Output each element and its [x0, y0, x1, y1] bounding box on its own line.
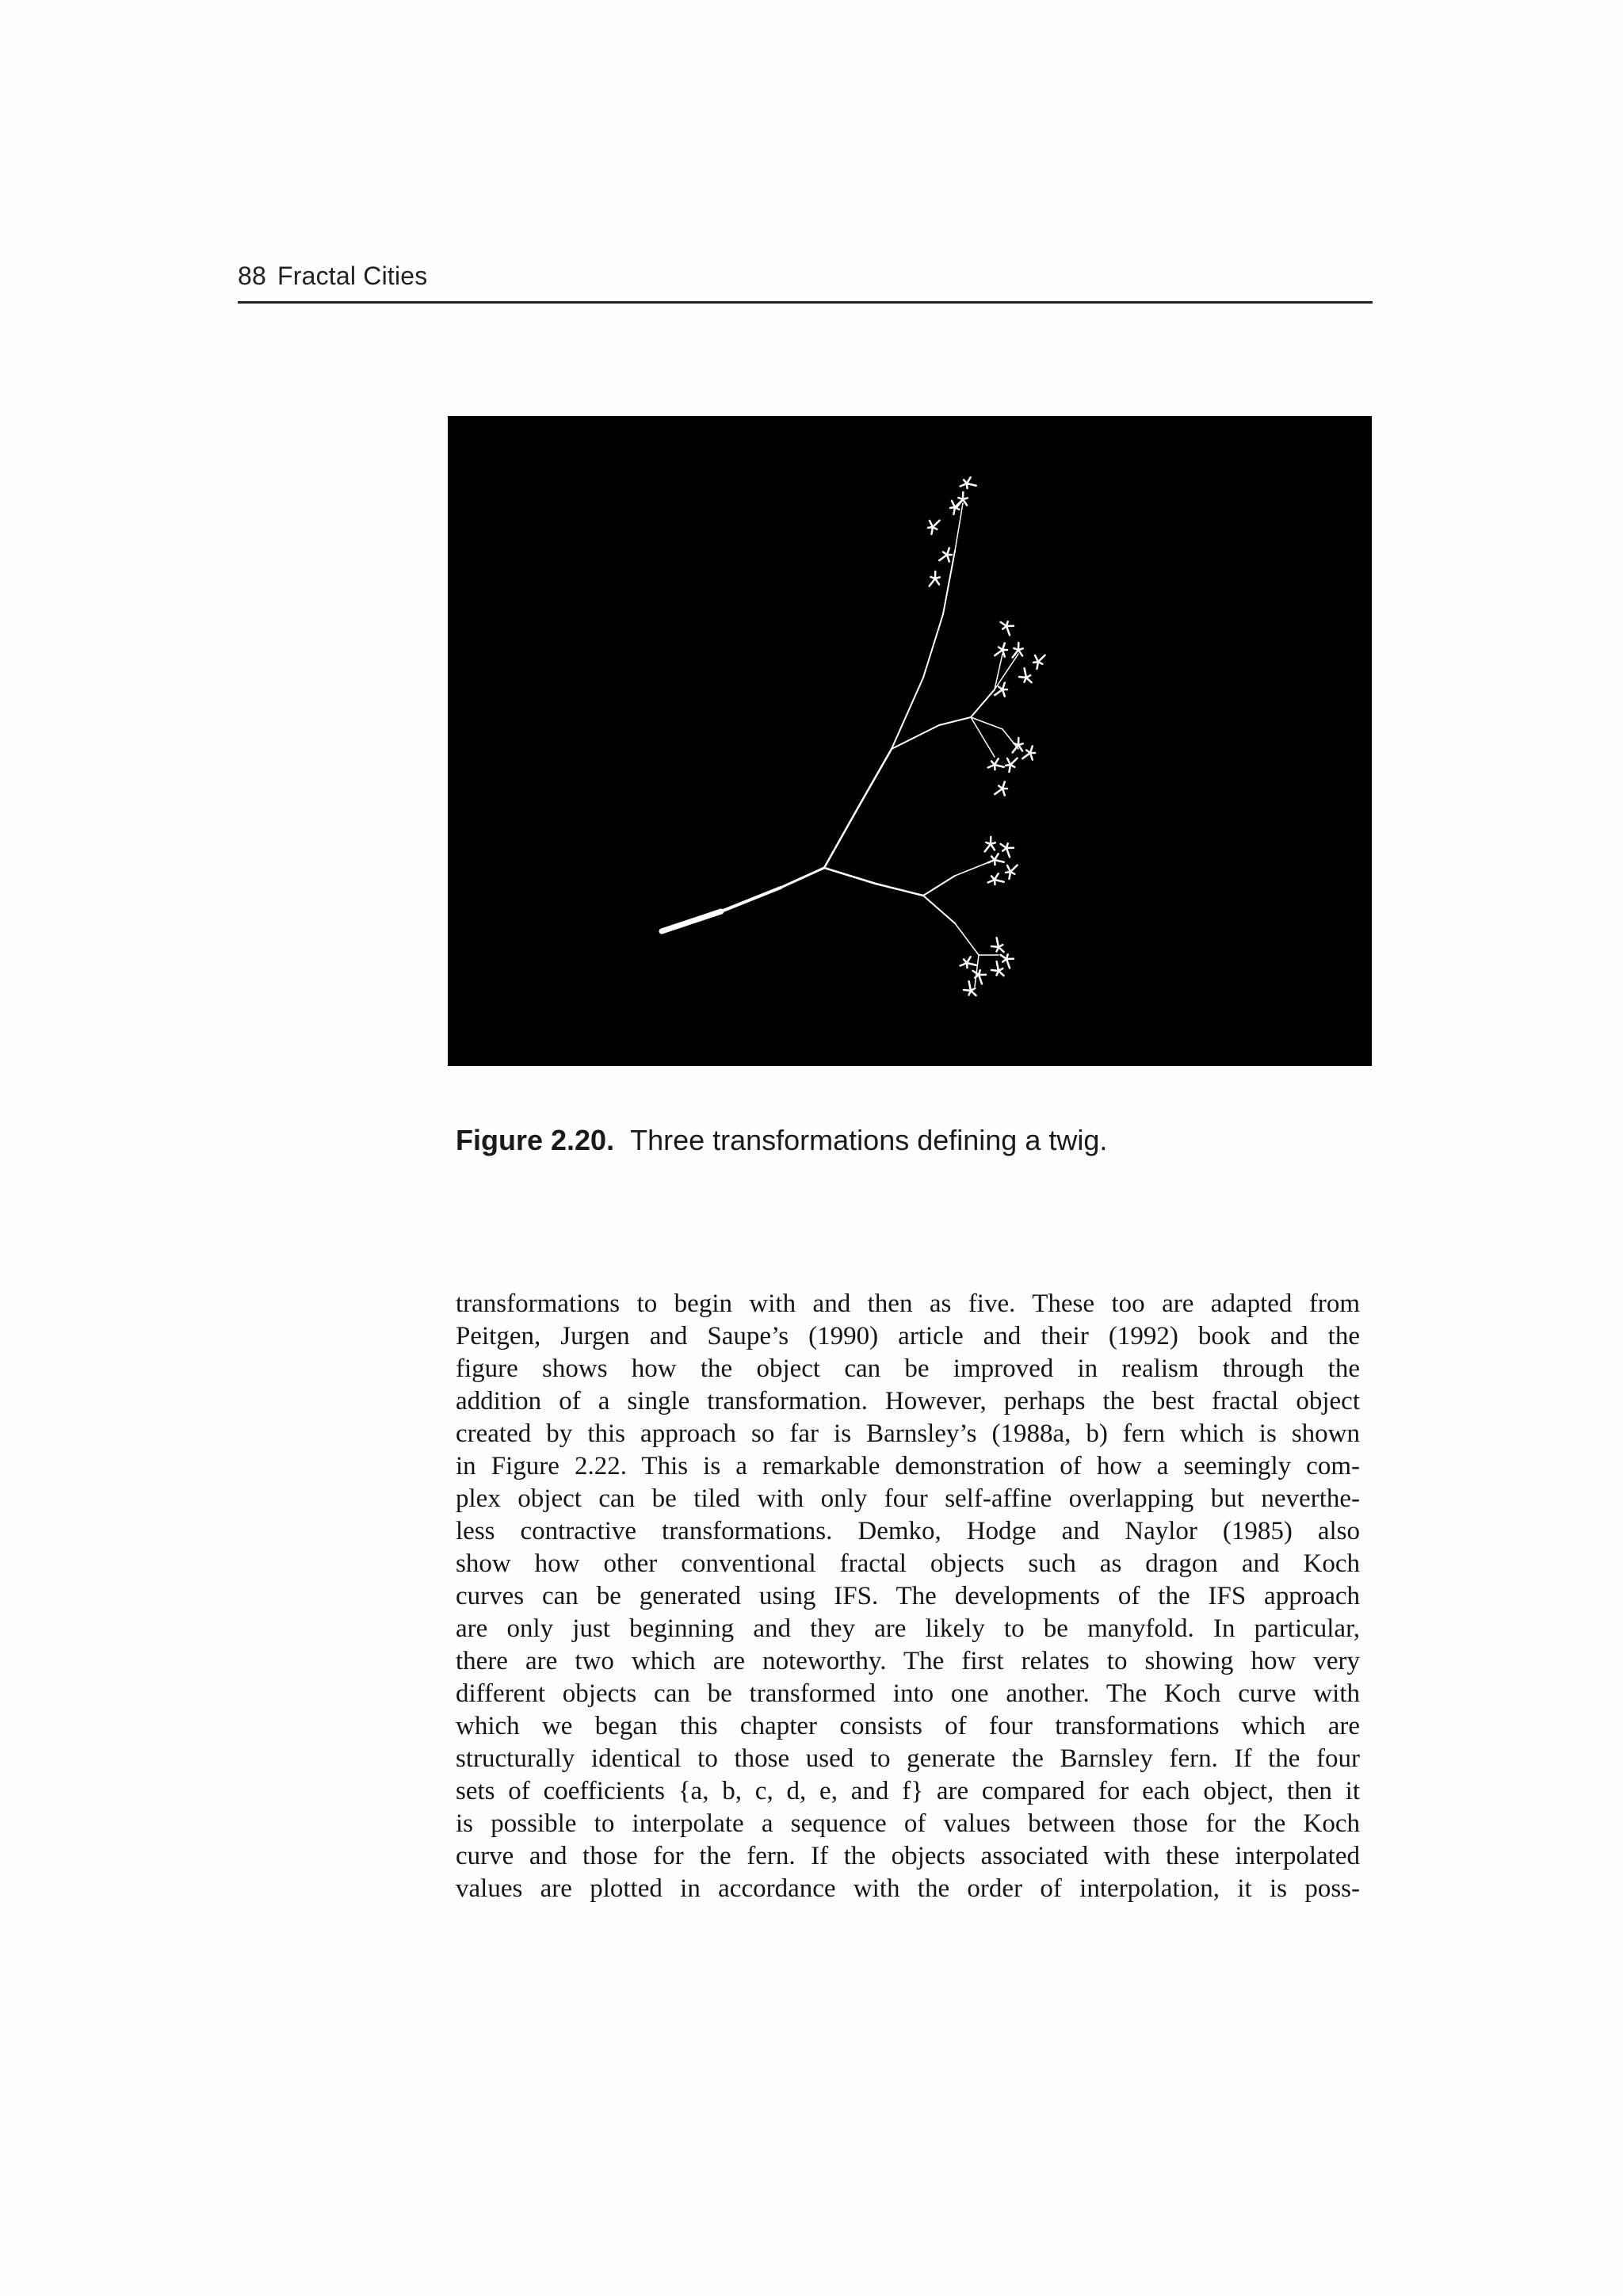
figure-image	[448, 416, 1372, 1066]
twig-branch	[969, 981, 971, 991]
twig-branch	[995, 880, 1004, 882]
twig-branch	[824, 868, 876, 884]
twig-branch	[967, 957, 971, 963]
twig-branch	[1013, 650, 1018, 657]
twig-branch	[995, 758, 999, 765]
body-text-line: are only just beginning and they are likely to be manyfold. In particular,	[456, 1614, 1360, 1643]
twig-branch	[939, 717, 971, 725]
twig-branch	[1002, 729, 1018, 749]
twig-branch	[967, 483, 976, 486]
twig-branch	[967, 963, 976, 965]
twig-branch	[1002, 690, 1005, 697]
fractal-twig-illustration	[448, 416, 1372, 1066]
running-head	[238, 262, 428, 291]
header-rule	[238, 301, 1373, 304]
twig-branch	[997, 961, 999, 971]
body-text-line: Peitgen, Jurgen and Saupe’s (1990) article and their (1992) book and the	[456, 1322, 1360, 1350]
twig-branch	[995, 650, 1002, 655]
twig-branch	[1006, 848, 1010, 857]
twig-branch	[995, 690, 1002, 695]
twig-branch	[955, 923, 979, 955]
twig-branch	[1002, 781, 1005, 789]
twig-branch	[1018, 745, 1022, 751]
twig-branch	[947, 555, 949, 562]
twig-branch	[1002, 682, 1005, 690]
twig-branch	[1001, 844, 1006, 848]
twig-branch	[1009, 872, 1010, 879]
twig-branch	[824, 804, 860, 868]
twig-branch	[1022, 753, 1030, 758]
twig-branch	[939, 555, 947, 560]
body-paragraph	[456, 1288, 1360, 1905]
twig-branch	[931, 527, 933, 534]
twig-branch	[971, 690, 995, 717]
twig-branch	[892, 678, 923, 749]
twig-branch	[971, 991, 976, 995]
twig-branch	[876, 884, 923, 896]
twig-branch	[923, 614, 943, 678]
twig-branch	[953, 507, 955, 514]
twig-branch	[860, 749, 892, 804]
twig-branch	[923, 876, 955, 896]
body-text-line: transformations to begin with and then as five. These too are adapted from	[456, 1289, 1360, 1318]
twig-branch	[1002, 650, 1005, 657]
body-text-line: curves can be generated using IFS. The developments of the IFS approach	[456, 1582, 1360, 1610]
twig-branch	[988, 860, 995, 862]
body-text-line: sets of coefficients {a, b, c, d, e, and f} are compared for each object, then it	[456, 1777, 1360, 1805]
twig-branch	[999, 947, 1004, 952]
twig-branch	[1018, 650, 1022, 655]
twig-branch	[1030, 753, 1033, 760]
body-text-line: less contractive transformations. Demko, Hodge and Naylor (1985) also	[456, 1517, 1360, 1545]
body-text-line: show how other conventional fractal objects such as dragon and Koch	[456, 1549, 1360, 1578]
twig-branch	[930, 521, 933, 527]
twig-branch	[892, 725, 939, 749]
twig-branch	[991, 844, 995, 850]
twig-branch	[985, 844, 991, 851]
body-text-line: addition of a single transformation. However, perhaps the best fractal object	[456, 1387, 1360, 1415]
twig-branch	[1001, 622, 1006, 626]
twig-branch	[988, 765, 995, 767]
body-text-line: which we began this chapter consists of four transformations which are	[456, 1712, 1360, 1740]
twig-branch	[1010, 758, 1018, 765]
body-text-line: structurally identical to those used to generate the Barnsley fern. If the four	[456, 1744, 1360, 1773]
body-text-line: created by this approach so far is Barnsley’s (1988a, b) fern which is shown	[456, 1419, 1360, 1448]
twig-branch	[952, 501, 955, 507]
body-text-line: is possible to interpolate a sequence of values between those for the Koch	[456, 1809, 1360, 1838]
body-text-line: in Figure 2.22. This is a remarkable demonstration of how a seemingly com-	[456, 1452, 1360, 1480]
body-text-line: plex object can be tiled with only four self-affine overlapping but neverthe-	[456, 1484, 1360, 1513]
twig-branch	[1026, 678, 1032, 682]
twig-branch	[1030, 746, 1033, 753]
twig-branch	[1025, 668, 1026, 678]
twig-branch	[933, 521, 940, 527]
running-title: Fractal Cities	[277, 262, 428, 290]
twig-branch	[999, 971, 1004, 976]
figure-caption-text: Three transformations defining a twig.	[630, 1124, 1108, 1156]
twig-branch	[935, 579, 939, 584]
twig-branch	[1007, 758, 1010, 765]
twig-branch	[988, 880, 995, 882]
twig-branch	[662, 911, 721, 931]
twig-branch	[721, 888, 781, 911]
twig-branch	[1006, 959, 1010, 968]
twig-branch	[975, 955, 979, 987]
twig-branch	[923, 896, 955, 923]
twig-branch	[995, 765, 1004, 767]
body-text-line: values are plotted in accordance with the order of interpolation, it is poss-	[456, 1874, 1360, 1903]
body-text-line: curve and those for the fern. If the objects associated with these interpolated	[456, 1842, 1360, 1870]
twig-branch	[930, 579, 935, 586]
page-number: 88	[238, 262, 266, 290]
body-text-line: different objects can be transformed into one another. The Koch curve with	[456, 1679, 1360, 1708]
twig-branch	[1002, 789, 1005, 796]
twig-branch	[979, 975, 982, 984]
twig-branch	[1037, 662, 1038, 669]
twig-branch	[997, 938, 999, 947]
twig-branch	[995, 854, 999, 860]
twig-branch	[1002, 643, 1005, 650]
twig-branch	[967, 477, 971, 483]
figure-caption	[456, 1124, 1107, 1157]
twig-branch	[947, 548, 949, 555]
twig-branch	[781, 868, 824, 888]
twig-branch	[971, 717, 1002, 729]
twig-branch	[1006, 626, 1010, 635]
figure-label: Figure 2.20.	[456, 1124, 615, 1156]
twig-branch	[963, 499, 967, 505]
twig-branch	[1010, 865, 1018, 872]
twig-branch	[1038, 655, 1045, 662]
twig-branch	[1001, 955, 1006, 959]
body-text-line: there are two which are noteworthy. The first relates to showing how very	[456, 1647, 1360, 1675]
twig-branch	[1009, 765, 1010, 772]
twig-branch	[960, 483, 967, 486]
body-text-line: figure shows how the object can be improved in realism through the	[456, 1354, 1360, 1383]
twig-branch	[1007, 865, 1010, 872]
twig-branch	[995, 860, 1004, 862]
twig-branch	[995, 789, 1002, 794]
twig-branch	[995, 873, 999, 880]
twig-branch	[1035, 655, 1038, 662]
twig-branch	[960, 963, 967, 965]
twig-branch	[971, 717, 995, 757]
